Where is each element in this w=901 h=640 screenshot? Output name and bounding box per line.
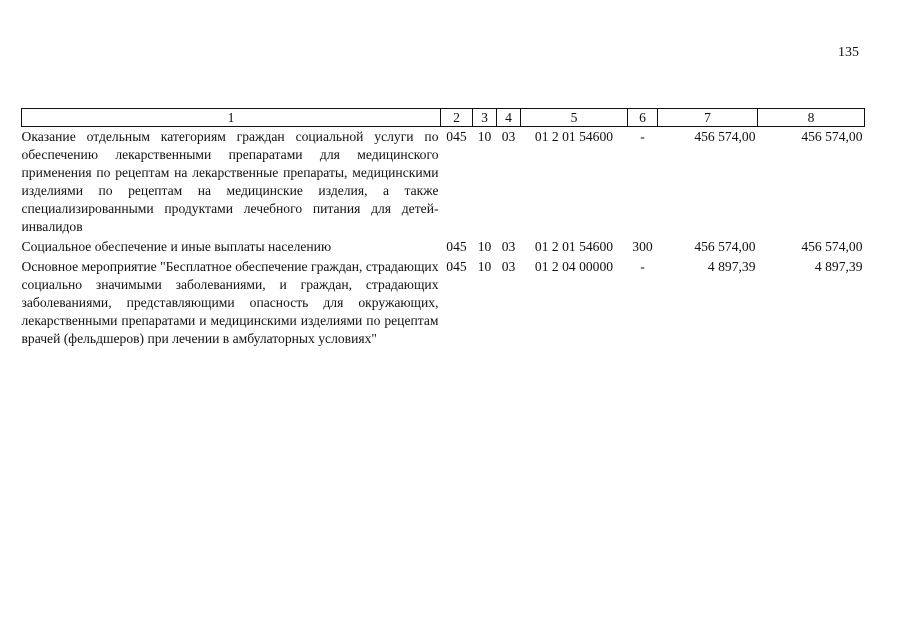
section-code: 10 (477, 239, 492, 254)
subsection-code: 03 (501, 239, 516, 254)
column-header-3: 3 (473, 109, 497, 127)
subsection-code: 03 (501, 129, 516, 144)
section-code: 10 (477, 129, 492, 144)
column-header-1: 1 (22, 109, 441, 127)
ministry-code: 045 (446, 239, 467, 254)
ministry-code: 045 (446, 259, 467, 274)
row-name: Социальное обеспечение и иные выплаты населению (21, 239, 332, 254)
budget-table (21, 108, 865, 348)
column-header-6: 6 (628, 109, 658, 127)
table-row (22, 256, 865, 348)
target-article-code: 01 2 01 54600 (534, 239, 614, 254)
column-header-5: 5 (521, 109, 628, 127)
amount-executed: 456 574,00 (801, 129, 863, 144)
page-number: 135 (838, 45, 859, 60)
column-header-2: 2 (441, 109, 473, 127)
amount-approved: 4 897,39 (707, 259, 756, 274)
amount-approved: 456 574,00 (694, 129, 756, 144)
target-article-code: 01 2 04 00000 (534, 259, 614, 274)
table-row (22, 127, 865, 237)
column-header-7: 7 (658, 109, 758, 127)
section-code: 10 (477, 259, 492, 274)
amount-executed: 4 897,39 (814, 259, 863, 274)
column-number-header-row (22, 109, 865, 127)
target-article-code: 01 2 01 54600 (534, 129, 614, 144)
ministry-code: 045 (446, 129, 467, 144)
row-name: Оказание отдельным категориям граждан социальной услуги по обеспечению лекарственными препаратами для медицинского применения по рецептам на лекарственные препараты, медицинскими изделиями по рецептам на медицинские изделия, а также специализированными продуктами лечебного питания для детей-инвалидов (21, 129, 439, 234)
amount-executed: 456 574,00 (801, 239, 863, 254)
expense-type-code: - (640, 129, 645, 144)
row-name: Основное мероприятие "Бесплатное обеспечение граждан, страдающих социально значимыми заболеваниями, и граждан, страдающих заболеваниями, представляющими опасность для окружающих, лекарственными препаратами и медицинскими изделиями по рецептам врачей (фельдшеров) при лечении в амбулаторных условиях" (21, 259, 439, 346)
amount-approved: 456 574,00 (694, 239, 756, 254)
subsection-code: 03 (501, 259, 516, 274)
table-row (22, 236, 865, 256)
expense-type-code: - (640, 259, 645, 274)
expense-type-code: 300 (632, 239, 653, 254)
column-header-8: 8 (758, 109, 865, 127)
column-header-4: 4 (497, 109, 521, 127)
